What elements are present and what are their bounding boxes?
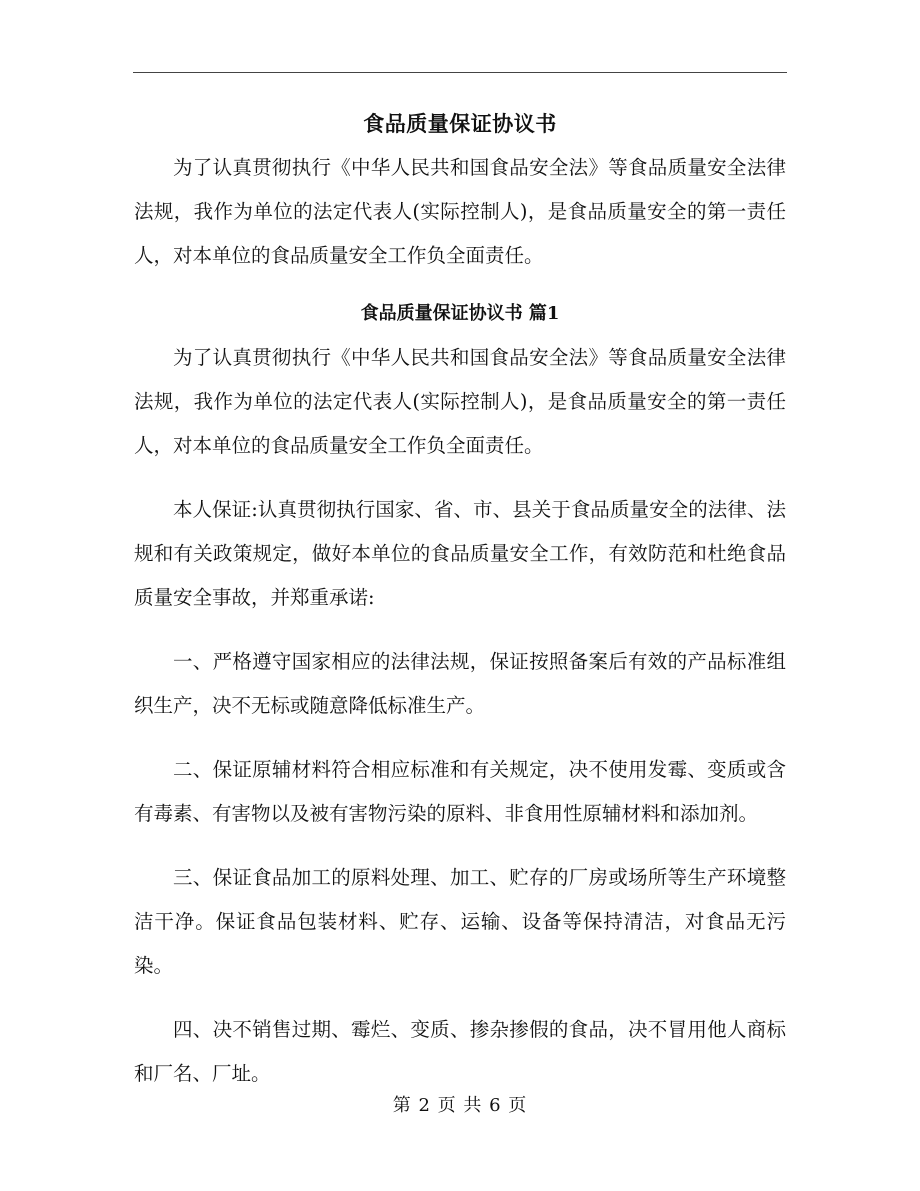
document-body (134, 104, 786, 1096)
body-paragraph: 二、保证原辅材料符合相应标准和有关规定，决不使用发霉、变质或含有毒素、有害物以及被有害物污染的原料、非食用性原辅材料和添加剂。 (134, 758, 786, 825)
document-title: 食品质量保证协议书 (363, 111, 557, 136)
body-paragraph: 一、严格遵守国家相应的法律法规，保证按照备案后有效的产品标准组织生产，决不无标或随意降低标准生产。 (134, 650, 786, 717)
body-paragraph: 三、保证食品加工的原料处理、加工、贮存的厂房或场所等生产环境整洁干净。保证食品包装材料、贮存、运输、设备等保持清洁，对食品无污染。 (134, 866, 786, 977)
header-rule (133, 72, 787, 73)
page-number-footer: 第 2 页 共 6 页 (392, 1095, 528, 1116)
body-paragraph: 为了认真贯彻执行《中华人民共和国食品安全法》等食品质量安全法律法规，我作为单位的法定代表人(实际控制人)，是食品质量安全的第一责任人，对本单位的食品质量安全工作负全面责任。 (134, 346, 786, 457)
body-paragraph: 四、决不销售过期、霉烂、变质、掺杂掺假的食品，决不冒用他人商标和厂名、厂址。 (134, 1018, 786, 1085)
section-title: 食品质量保证协议书 篇1 (360, 303, 560, 324)
body-paragraph: 本人保证:认真贯彻执行国家、省、市、县关于食品质量安全的法律、法规和有关政策规定，做好本单位的食品质量安全工作，有效防范和杜绝食品质量安全事故，并郑重承诺: (134, 498, 786, 609)
intro-paragraph: 为了认真贯彻执行《中华人民共和国食品安全法》等食品质量安全法律法规，我作为单位的法定代表人(实际控制人)，是食品质量安全的第一责任人，对本单位的食品质量安全工作负全面责任。 (134, 156, 786, 267)
